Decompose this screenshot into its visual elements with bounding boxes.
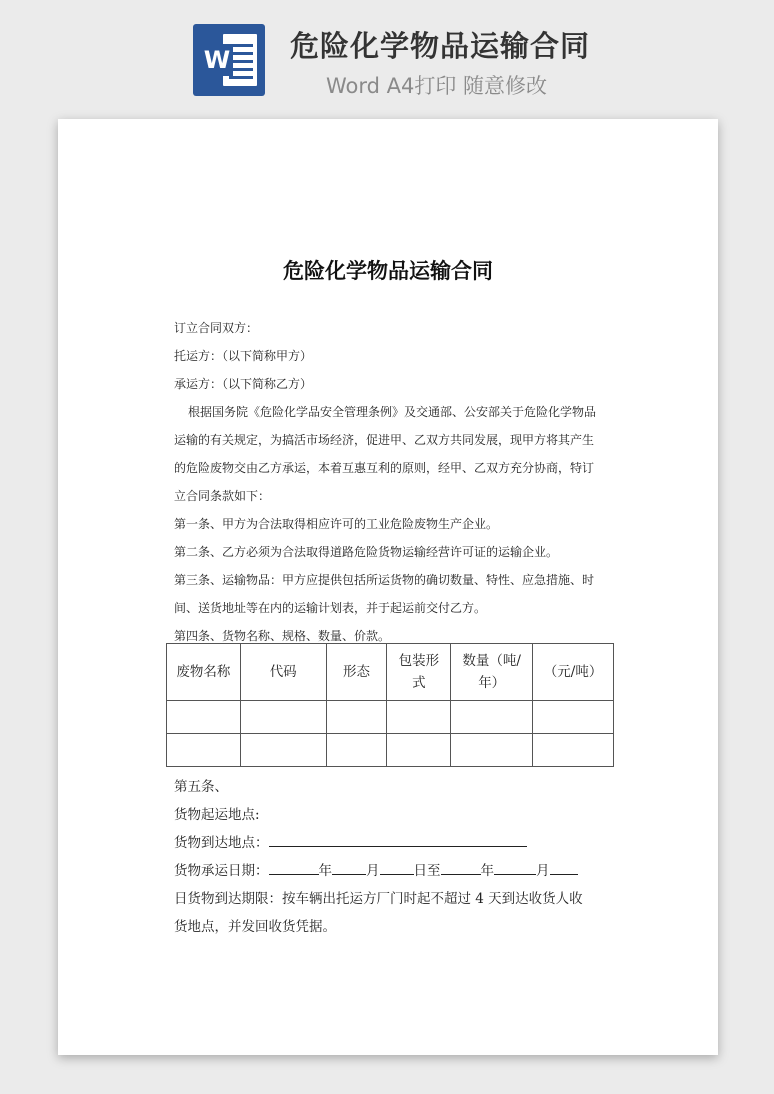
clause-line: 第三条、运输物品：甲方应提供包括所运货物的确切数量、特性、应急措施、时 (174, 573, 595, 587)
preamble-line: 运输的有关规定，为搞活市场经济，促进甲、乙双方共同发展，现甲方将其产生 (174, 433, 595, 447)
table-cell (326, 701, 387, 734)
table-header-cell: 废物名称 (167, 644, 241, 701)
intro-line: 托运方：（以下简称甲方） (174, 349, 313, 363)
table-cell (167, 701, 241, 734)
table-header-cell: 形态 (326, 644, 387, 701)
table-cell (533, 701, 614, 734)
end-month-blank[interactable] (494, 860, 536, 875)
header-subtitle: Word A4打印 随意修改 (326, 74, 548, 98)
destination-blank[interactable] (269, 832, 527, 847)
table-header-cell: 数量（吨/ 年） (451, 644, 533, 701)
intro-line: 承运方：（以下简称乙方） (174, 377, 313, 391)
word-icon (193, 24, 265, 96)
preamble-line: 根据国务院《危险化学品安全管理条例》及交通部、公安部关于危险化学物品 (188, 405, 597, 419)
clause-line: 第一条、甲方为合法取得相应许可的工业危险废物生产企业。 (174, 517, 499, 531)
year-text: 年 (318, 863, 332, 879)
table-cell (240, 701, 326, 734)
destination-label: 货物到达地点： (174, 835, 269, 851)
clause5-tail: 货地点，并发回收货凭据。 (174, 919, 336, 935)
table-cell (167, 734, 241, 767)
header-title: 危险化学物品运输合同 (290, 29, 591, 63)
end-day-blank[interactable] (550, 860, 578, 875)
preamble-line: 的危险废物交由乙方承运，本着互惠互利的原则，经甲、乙双方充分协商，特订 (174, 461, 595, 475)
clause5-heading: 第五条、 (174, 779, 228, 795)
end-year-blank[interactable] (441, 860, 481, 875)
origin-label: 货物起运地点: (174, 807, 260, 823)
year-text: 年 (480, 863, 494, 879)
clause-line: 第二条、乙方必须为合法取得道路危险货物运输经营许可证的运输企业。 (174, 545, 559, 559)
document-title: 危险化学物品运输合同 (283, 258, 493, 283)
word-icon-letter: W (201, 44, 233, 76)
day-to-text: 日至 (413, 863, 441, 879)
table-header-cell: （元/吨） (533, 644, 614, 701)
start-year-blank[interactable] (269, 860, 319, 875)
intro-line: 订立合同双方： (174, 321, 259, 335)
table-cell (387, 701, 451, 734)
destination-line (174, 831, 527, 851)
table-row (167, 701, 614, 734)
table-cell (451, 734, 533, 767)
start-day-blank[interactable] (380, 860, 414, 875)
start-month-blank[interactable] (332, 860, 366, 875)
goods-table (166, 643, 614, 767)
table-row (167, 734, 614, 767)
table-cell (387, 734, 451, 767)
clause-line: 间、送货地址等在内的运输计划表，并于起运前交付乙方。 (174, 601, 487, 615)
table-header-cell: 代码 (240, 644, 326, 701)
month-text: 月 (366, 863, 380, 879)
clause-line: 第四条、货物名称、规格、数量、价款。 (174, 629, 391, 643)
date-line (174, 859, 578, 879)
table-cell (533, 734, 614, 767)
document-page (58, 119, 718, 1055)
clause5-tail: 日货物到达期限：按车辆出托运方厂门时起不超过 4 天到达收货人收 (174, 891, 583, 907)
table-header-cell: 包装形 式 (387, 644, 451, 701)
table-cell (240, 734, 326, 767)
preamble-line: 立合同条款如下： (174, 489, 271, 503)
word-icon-line (229, 76, 253, 79)
table-cell (451, 701, 533, 734)
table-cell (326, 734, 387, 767)
month-text: 月 (536, 863, 550, 879)
table-header-row (167, 644, 614, 701)
header (0, 0, 774, 110)
date-label: 货物承运日期： (174, 863, 269, 879)
